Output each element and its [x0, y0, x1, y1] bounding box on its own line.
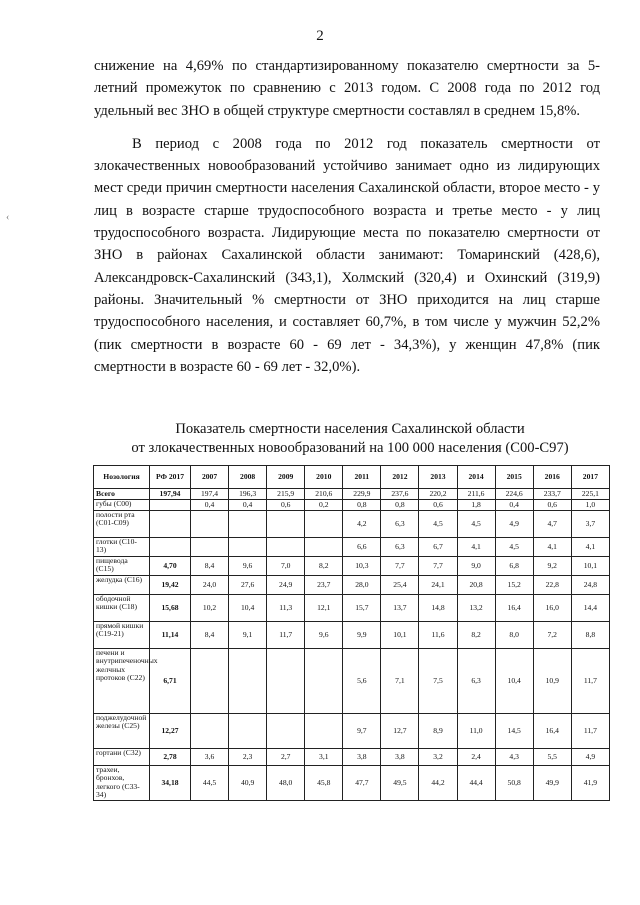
table-cell: 7,7 — [381, 557, 419, 576]
table-cell: 229,9 — [343, 489, 381, 500]
table-row — [94, 511, 610, 538]
table-cell: 4,1 — [457, 538, 495, 557]
table-cell: 0,6 — [419, 500, 457, 511]
table-cell: 2,3 — [229, 749, 267, 766]
table-cell: 215,9 — [267, 489, 305, 500]
table-cell: 7,2 — [533, 622, 571, 649]
table-cell: 13,2 — [457, 595, 495, 622]
body-text — [94, 55, 600, 378]
table-cell: 10,4 — [495, 649, 533, 714]
table-cell: 2,7 — [267, 749, 305, 766]
table-cell: 6,6 — [343, 538, 381, 557]
table-cell: 11,14 — [150, 622, 191, 649]
table-row — [94, 557, 610, 576]
table-cell — [267, 538, 305, 557]
table-cell: 10,9 — [533, 649, 571, 714]
table-cell: 50,8 — [495, 766, 533, 801]
table-cell — [191, 714, 229, 749]
table-cell: 197,4 — [191, 489, 229, 500]
table-row — [94, 749, 610, 766]
table-cell: 225,1 — [571, 489, 609, 500]
table-cell — [229, 714, 267, 749]
table-cell — [305, 714, 343, 749]
table-row-label: трахеи, бронхов, легкого (С33-34) — [94, 766, 150, 801]
table-cell: 4,5 — [495, 538, 533, 557]
table-cell: 211,6 — [457, 489, 495, 500]
table-cell: 3,6 — [191, 749, 229, 766]
table-header-cell: Нозология — [94, 466, 150, 489]
table-row-label: прямой кишки (С19-21) — [94, 622, 150, 649]
table-cell: 9,6 — [229, 557, 267, 576]
table-header-cell: 2015 — [495, 466, 533, 489]
mortality-table — [93, 465, 610, 801]
table-cell — [229, 649, 267, 714]
table-cell: 11,7 — [571, 649, 609, 714]
table-header-cell: 2008 — [229, 466, 267, 489]
table-cell — [191, 538, 229, 557]
table-row — [94, 622, 610, 649]
table-cell: 0,2 — [305, 500, 343, 511]
table-cell: 9,0 — [457, 557, 495, 576]
table-cell: 10,1 — [381, 622, 419, 649]
table-cell: 8,4 — [191, 557, 229, 576]
table-header-cell: РФ 2017 — [150, 466, 191, 489]
table-row-label: ободочной кишки (С18) — [94, 595, 150, 622]
table-cell: 6,3 — [381, 511, 419, 538]
table-cell: 4,5 — [457, 511, 495, 538]
table-cell: 4,9 — [571, 749, 609, 766]
table-cell: 8,2 — [305, 557, 343, 576]
table-cell — [150, 538, 191, 557]
table-cell: 22,8 — [533, 576, 571, 595]
table-cell: 14,5 — [495, 714, 533, 749]
table-header-cell: 2012 — [381, 466, 419, 489]
table-cell: 1,0 — [571, 500, 609, 511]
table-row-label: печени и внутрипеченочных желчных протоков (С22) — [94, 649, 150, 714]
table-cell: 6,3 — [457, 649, 495, 714]
table-row-label: полости рта (С01-С09) — [94, 511, 150, 538]
table-cell — [267, 649, 305, 714]
table-header-cell: 2016 — [533, 466, 571, 489]
table-cell — [229, 538, 267, 557]
table-cell: 9,7 — [343, 714, 381, 749]
table-row — [94, 595, 610, 622]
table-row-label: желудка (С16) — [94, 576, 150, 595]
paragraph-1: снижение на 4,69% по стандартизированному показателю смертности за 5-летний промежуток по сравнению с 2013 годом. С 2008 года по 2012 год удельный вес ЗНО в общей структуре смертности составлял в среднем 15,8%. — [94, 58, 600, 119]
table-cell: 11,3 — [267, 595, 305, 622]
table-cell: 4,2 — [343, 511, 381, 538]
table-cell: 15,7 — [343, 595, 381, 622]
table-cell: 27,6 — [229, 576, 267, 595]
table-cell: 1,8 — [457, 500, 495, 511]
table-header-row — [94, 466, 610, 489]
table-cell — [150, 500, 191, 511]
table-cell: 11,7 — [267, 622, 305, 649]
table-cell: 45,8 — [305, 766, 343, 801]
table-cell: 49,5 — [381, 766, 419, 801]
table-cell: 7,5 — [419, 649, 457, 714]
table-row-label: поджелудочной железы (С25) — [94, 714, 150, 749]
table-row-label: Всего — [94, 489, 150, 500]
table-cell: 233,7 — [533, 489, 571, 500]
table-row — [94, 576, 610, 595]
table-cell: 9,9 — [343, 622, 381, 649]
table-cell: 25,4 — [381, 576, 419, 595]
table-cell: 6,7 — [419, 538, 457, 557]
table-row — [94, 766, 610, 801]
table-cell: 224,6 — [495, 489, 533, 500]
table-cell: 8,9 — [419, 714, 457, 749]
table-cell — [305, 649, 343, 714]
table-cell: 210,6 — [305, 489, 343, 500]
table-cell: 9,6 — [305, 622, 343, 649]
table-cell — [150, 511, 191, 538]
paragraph-2: В период с 2008 года по 2012 год показатель смертности от злокачественных новообразований устойчиво занимает одно из лидирующих мест среди причин смертности населения Сахалинской области, второе место - у лиц в возрасте старше трудоспособного возраста и третье место - у лиц трудоспособного возраста. Лидирующие места по показателю смертности от ЗНО в районах Сахалинской области занимают: Томаринский (428,6), Александровск-Сахалинский (343,1), Холмский (320,4) и Охинский (319,9) районы. Значительный % смертности от ЗНО приходится на лиц старше трудоспособного населения, и составляет 60,7%, в том числе у мужчин 52,2% (пик смертности в возрасте 60 - 69 лет - 34,3%), у женщин 47,8% (пик смертности в возрасте 60 - 69 лет - 32,0%). — [94, 135, 600, 375]
table-header-cell: 2014 — [457, 466, 495, 489]
table-cell: 44,4 — [457, 766, 495, 801]
table-cell: 4,1 — [571, 538, 609, 557]
table-cell: 24,8 — [571, 576, 609, 595]
table-header-cell: 2007 — [191, 466, 229, 489]
table-cell: 44,2 — [419, 766, 457, 801]
table-cell: 2,78 — [150, 749, 191, 766]
table-cell: 10,2 — [191, 595, 229, 622]
table-row-label: гортани (С32) — [94, 749, 150, 766]
table-cell: 16,4 — [533, 714, 571, 749]
table-cell: 40,9 — [229, 766, 267, 801]
table-cell: 16,0 — [533, 595, 571, 622]
table-cell: 197,94 — [150, 489, 191, 500]
table-row-label: глотки (С10-13) — [94, 538, 150, 557]
table-cell: 3,8 — [343, 749, 381, 766]
table-cell: 4,1 — [533, 538, 571, 557]
table-row-label: пищевода (С15) — [94, 557, 150, 576]
table-cell: 0,4 — [495, 500, 533, 511]
table-cell: 23,7 — [305, 576, 343, 595]
table-cell: 6,8 — [495, 557, 533, 576]
table-cell: 6,3 — [381, 538, 419, 557]
table-cell — [191, 511, 229, 538]
table-cell: 7,7 — [419, 557, 457, 576]
table-row — [94, 538, 610, 557]
table-cell: 0,8 — [343, 500, 381, 511]
table-cell: 49,9 — [533, 766, 571, 801]
table-title — [100, 420, 600, 458]
table-cell: 9,1 — [229, 622, 267, 649]
table-cell — [267, 511, 305, 538]
table-cell: 12,27 — [150, 714, 191, 749]
table-title-line-2: от злокачественных новообразований на 100 000 населения (С00-С97) — [131, 440, 569, 456]
table-cell: 0,6 — [533, 500, 571, 511]
table-cell: 14,4 — [571, 595, 609, 622]
table-cell: 19,42 — [150, 576, 191, 595]
table-row-label: губы (С00) — [94, 500, 150, 511]
table-cell: 9,2 — [533, 557, 571, 576]
page-number: 2 — [316, 28, 324, 44]
table-header-cell: 2009 — [267, 466, 305, 489]
table-cell: 3,7 — [571, 511, 609, 538]
table-row — [94, 714, 610, 749]
table-cell: 8,0 — [495, 622, 533, 649]
table-cell: 24,1 — [419, 576, 457, 595]
table-cell: 0,4 — [191, 500, 229, 511]
table-cell: 12,7 — [381, 714, 419, 749]
table-header-cell: 2013 — [419, 466, 457, 489]
table-cell — [191, 649, 229, 714]
table-cell: 34,18 — [150, 766, 191, 801]
table-cell: 15,2 — [495, 576, 533, 595]
table-cell: 48,0 — [267, 766, 305, 801]
table-cell: 12,1 — [305, 595, 343, 622]
table-title-line-1: Показатель смертности населения Сахалинской области — [175, 421, 525, 437]
table-cell — [305, 538, 343, 557]
table-cell: 8,2 — [457, 622, 495, 649]
table-cell — [267, 714, 305, 749]
table-cell: 5,5 — [533, 749, 571, 766]
table-cell — [305, 511, 343, 538]
table-cell: 0,4 — [229, 500, 267, 511]
table-cell: 10,4 — [229, 595, 267, 622]
table-cell: 0,8 — [381, 500, 419, 511]
table-cell: 13,7 — [381, 595, 419, 622]
table-cell: 24,9 — [267, 576, 305, 595]
table-cell: 0,6 — [267, 500, 305, 511]
table-cell: 220,2 — [419, 489, 457, 500]
table-cell: 11,7 — [571, 714, 609, 749]
table-cell: 20,8 — [457, 576, 495, 595]
table-cell: 28,0 — [343, 576, 381, 595]
table-cell: 8,8 — [571, 622, 609, 649]
table-cell: 4,3 — [495, 749, 533, 766]
table-cell: 11,6 — [419, 622, 457, 649]
table-header-cell: 2017 — [571, 466, 609, 489]
table-cell: 47,7 — [343, 766, 381, 801]
table-cell: 196,3 — [229, 489, 267, 500]
table-cell: 44,5 — [191, 766, 229, 801]
table-cell: 3,2 — [419, 749, 457, 766]
table-cell: 41,9 — [571, 766, 609, 801]
margin-mark: ‹ — [6, 212, 10, 223]
table-cell: 15,68 — [150, 595, 191, 622]
table-cell: 24,0 — [191, 576, 229, 595]
table-row — [94, 489, 610, 500]
table-row — [94, 649, 610, 714]
table-cell: 3,1 — [305, 749, 343, 766]
table-body — [94, 489, 610, 801]
table-cell: 4,70 — [150, 557, 191, 576]
table-cell: 14,8 — [419, 595, 457, 622]
table-cell: 2,4 — [457, 749, 495, 766]
table-cell — [229, 511, 267, 538]
table-cell: 11,0 — [457, 714, 495, 749]
table-cell: 7,0 — [267, 557, 305, 576]
table-cell: 10,3 — [343, 557, 381, 576]
table-cell: 8,4 — [191, 622, 229, 649]
table-cell: 16,4 — [495, 595, 533, 622]
table-cell: 7,1 — [381, 649, 419, 714]
table-cell: 4,5 — [419, 511, 457, 538]
table-cell: 6,71 — [150, 649, 191, 714]
table-header-cell: 2010 — [305, 466, 343, 489]
table-cell: 237,6 — [381, 489, 419, 500]
table-cell: 3,8 — [381, 749, 419, 766]
table-header-cell: 2011 — [343, 466, 381, 489]
table-cell: 4,9 — [495, 511, 533, 538]
table-cell: 4,7 — [533, 511, 571, 538]
table-cell: 5,6 — [343, 649, 381, 714]
table-cell: 10,1 — [571, 557, 609, 576]
table-row — [94, 500, 610, 511]
